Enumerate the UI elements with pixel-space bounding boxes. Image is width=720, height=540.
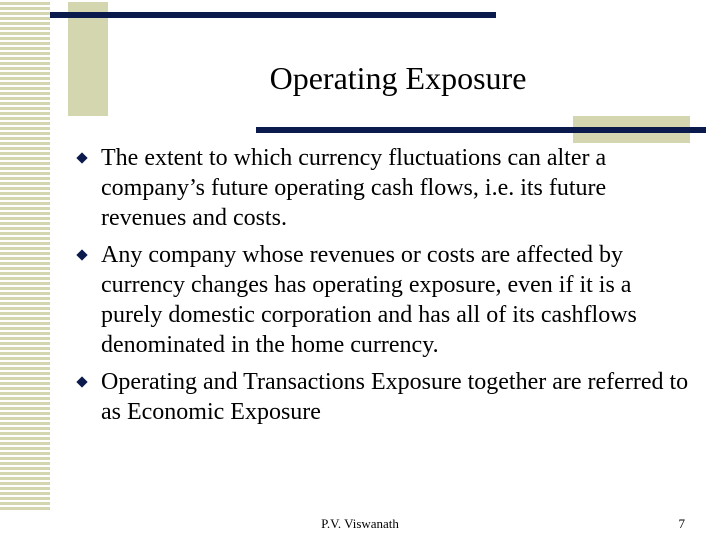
bullet-item (76, 367, 696, 427)
bullet-text: Operating and Transactions Exposure together are referred to as Economic Exposure (101, 369, 689, 425)
left-striped-band (0, 0, 50, 511)
footer-author: P.V. Viswanath (321, 516, 399, 531)
title-underline-bar (256, 127, 706, 133)
slide-title: Operating Exposure (269, 60, 527, 96)
page-number: 7 (678, 516, 685, 531)
bullet-text: Any company whose revenues or costs are affected by currency changes has operating exposure, even if it is a purely domestic corporation and has all of its cashflows denominated in the home currency. (101, 242, 637, 358)
bullet-text: The extent to which currency fluctuations can alter a company’s future operating cash flows, i.e. its future revenues and costs. (101, 145, 607, 231)
bullet-list (76, 143, 696, 434)
diamond-bullet-icon (76, 152, 87, 163)
top-accent-bar (50, 12, 496, 18)
diamond-bullet-icon (76, 249, 87, 260)
diamond-bullet-icon (76, 376, 87, 387)
left-decor-block (68, 2, 108, 116)
bullet-item (76, 143, 696, 233)
bullet-item (76, 240, 696, 360)
